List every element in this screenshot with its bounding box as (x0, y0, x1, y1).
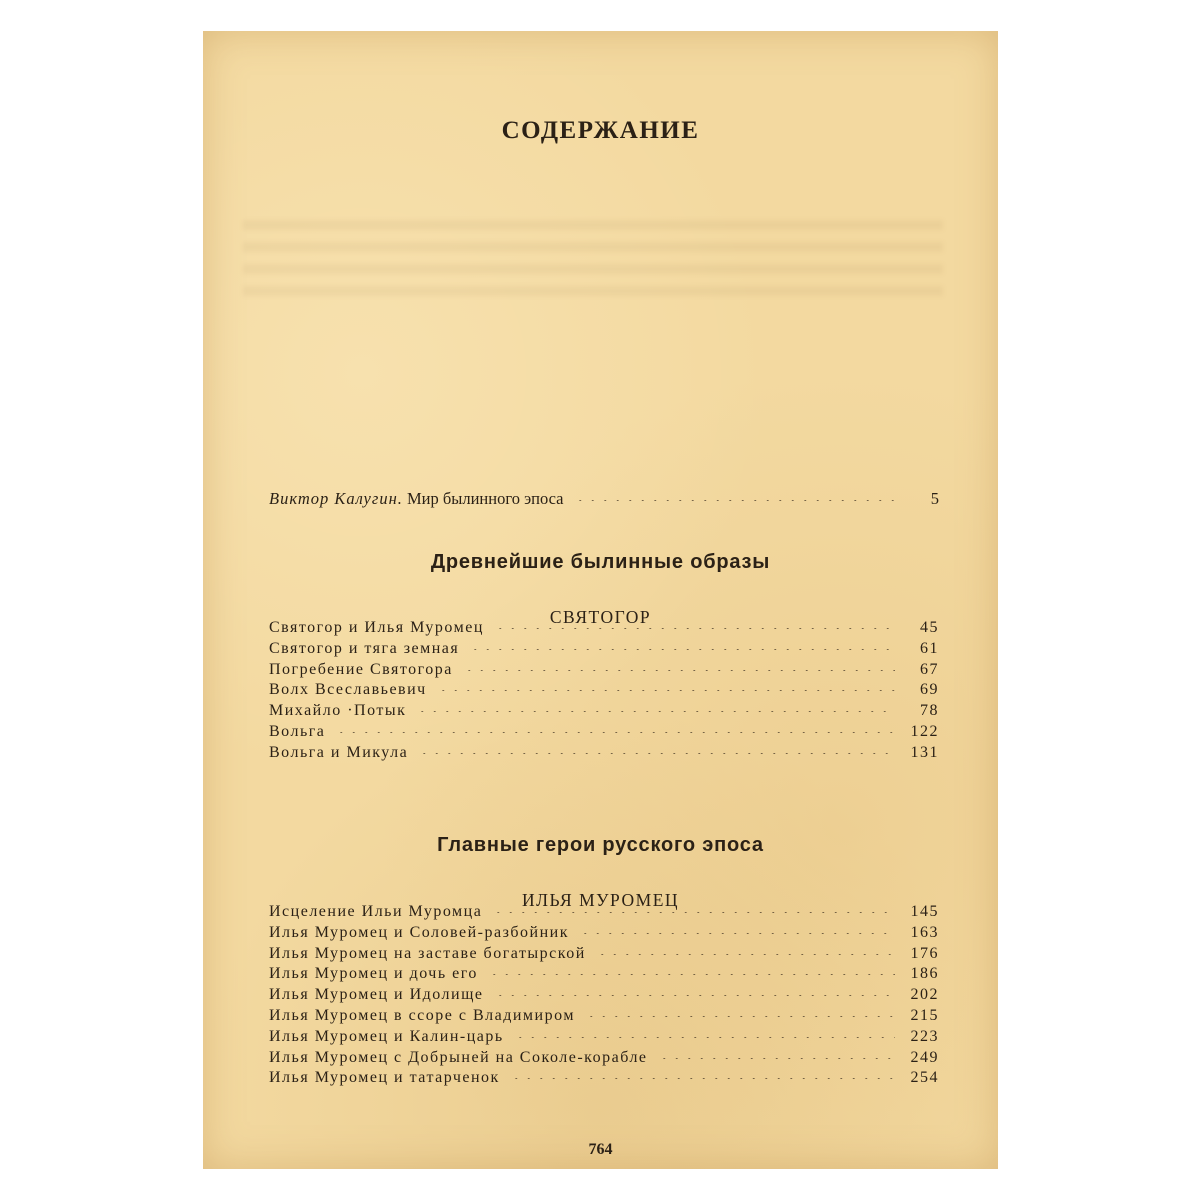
dot-leader (492, 912, 895, 913)
toc-entry-title: Илья Муромец на заставе богатырской (269, 944, 586, 962)
section-heading: Главные герои русского эпоса (437, 834, 764, 856)
toc-entry (269, 722, 939, 743)
toc-page-number: 186 (910, 965, 939, 983)
dot-leader (494, 995, 895, 996)
toc-page-number: 61 (920, 639, 939, 657)
dot-leader (585, 1016, 895, 1017)
dot-leader (658, 1058, 895, 1059)
toc-page-number: 67 (920, 660, 939, 678)
toc-entry-title: Михайло ·Потык (269, 702, 407, 720)
toc-page-number: 45 (920, 619, 939, 636)
page-number: 764 (588, 1141, 613, 1158)
toc-page-number: 122 (910, 722, 939, 740)
dot-leader (514, 1037, 895, 1038)
toc-entry-title: Вольга и Микула (269, 743, 409, 761)
toc-entry-title: Святогор и тяга земная (269, 639, 460, 657)
dot-leader (418, 753, 895, 754)
toc-entry-title: Вольга (269, 722, 326, 740)
toc-entry-title: Илья Муромец в ссоре с Владимиром (269, 1006, 575, 1024)
toc-page-number: 145 (910, 903, 939, 920)
toc-page-number: 254 (910, 1069, 939, 1087)
toc-entry-title: Илья Муромец и дочь его (269, 965, 478, 983)
toc-entry (269, 964, 939, 985)
dot-leader (488, 974, 895, 975)
section-heading: Древнейшие былинные образы (430, 551, 771, 573)
toc-page-number: 69 (920, 681, 939, 699)
toc-list (269, 902, 939, 1089)
toc-entry (269, 743, 939, 764)
toc-entry-title: Волх Всеславьевич (269, 681, 427, 699)
toc-list (269, 618, 939, 764)
toc-entry-title: Илья Муромец и Калин-царь (269, 1027, 504, 1045)
dot-leader (574, 500, 896, 501)
dot-leader (416, 711, 895, 712)
dot-leader (510, 1078, 895, 1079)
dot-leader (579, 933, 895, 934)
toc-entry (269, 985, 939, 1006)
toc-entry (269, 1006, 939, 1027)
toc-page-number: 163 (910, 923, 939, 941)
page-title: СОДЕРЖАНИЕ (501, 117, 700, 144)
toc-page-number: 131 (910, 743, 939, 761)
toc-page-number: 176 (910, 944, 939, 962)
toc-page-number: 249 (910, 1048, 939, 1066)
toc-page-number: 202 (910, 986, 939, 1004)
toc-entry-title: Илья Муромец и Идолище (269, 986, 484, 1004)
toc-entry (269, 639, 939, 660)
dot-leader (494, 628, 895, 629)
toc-entry-title: Погребение Святогора (269, 660, 453, 678)
intro-author: Виктор Калугин. (269, 489, 403, 508)
toc-entry (269, 923, 939, 944)
dot-leader (596, 954, 895, 955)
toc-entry (269, 701, 939, 722)
toc-entry (269, 902, 939, 923)
toc-entry-title: Илья Муромец с Добрыней на Соколе-корабле (269, 1048, 648, 1066)
toc-entry (269, 680, 939, 701)
section-subheading: СВЯТОГОР (549, 607, 652, 627)
toc-entry (269, 618, 939, 639)
toc-page-number: 223 (910, 1027, 939, 1045)
toc-entry (269, 660, 939, 681)
toc-entry-title: Святогор и Илья Муромец (269, 619, 484, 636)
book-page (203, 31, 998, 1169)
bleed-through-text (243, 216, 943, 296)
toc-intro-text (269, 489, 564, 510)
intro-title: Мир былинного эпоса (407, 489, 564, 508)
toc-entry-title: Илья Муромец и Соловей-разбойник (269, 923, 569, 941)
toc-entry-title: Исцеление Ильи Муромца (269, 903, 483, 920)
toc-page-number: 5 (930, 489, 939, 508)
toc-entry-title: Илья Муромец и татарченок (269, 1069, 500, 1087)
toc-entry (269, 1048, 939, 1069)
dot-leader (469, 649, 895, 650)
dot-leader (463, 670, 895, 671)
dot-leader (335, 732, 895, 733)
dot-leader (437, 690, 895, 691)
toc-page-number: 78 (920, 702, 939, 720)
toc-entry (269, 1068, 939, 1089)
toc-entry (269, 944, 939, 965)
toc-intro-entry (269, 489, 939, 510)
toc-page-number: 215 (910, 1006, 939, 1024)
toc-entry (269, 1027, 939, 1048)
section-subheading: ИЛЬЯ МУРОМЕЦ (521, 890, 680, 910)
